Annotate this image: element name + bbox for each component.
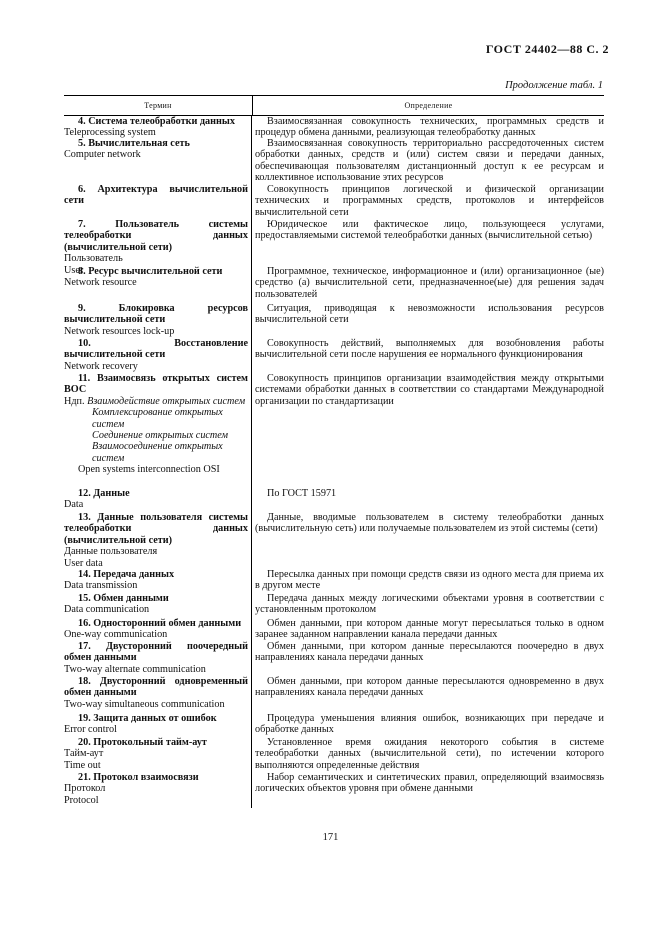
term-equivalent: User — [64, 264, 84, 276]
table-row — [64, 772, 604, 808]
term-title: 10. Восстановление вычислительной сети — [64, 338, 248, 361]
term-title: 5. Вычислительная сеть — [78, 138, 190, 149]
definition-cell — [252, 116, 604, 138]
definition-cell — [252, 737, 604, 772]
term-cell — [64, 676, 252, 713]
term-title: 12. Данные — [78, 488, 130, 499]
nonpreferred-term: Взаимосоединение открытых систем — [92, 441, 223, 464]
definition-text: Процедура уменьшения влияния ошибок, возникающих при передаче и обработке данных — [255, 713, 604, 736]
term-equivalent: Протокол — [64, 783, 106, 795]
definition-text: По ГОСТ 15971 — [267, 488, 337, 499]
definition-cell — [252, 373, 604, 488]
term-cell — [64, 569, 252, 593]
definition-cell — [252, 138, 604, 184]
definition-cell — [252, 338, 604, 373]
definition-cell — [252, 266, 604, 303]
term-equivalent: Teleprocessing system — [64, 127, 156, 139]
definition-text: Данные, вводимые пользователем в систему телеобработки данных (вычислительную сеть) или получаемые пользователем из этой системы (сети) — [255, 512, 604, 535]
nonpreferred-label: Ндп. — [64, 395, 88, 407]
definition-text: Совокупность принципов логической и физической организации технических и программных средств, протоколов и интерфейсов вычислительной сети — [255, 184, 604, 218]
definition-cell — [252, 512, 604, 569]
table-row — [64, 676, 604, 713]
term-equivalent: Network recovery — [64, 360, 138, 372]
table-row — [64, 569, 604, 593]
term-cell — [64, 373, 252, 488]
table-row — [64, 713, 604, 737]
definition-cell — [252, 676, 604, 713]
definition-cell — [252, 641, 604, 676]
definition-text: Обмен данными, при котором данные могут пересылаться только в одном заранее заданном направлении канала передачи данных — [255, 618, 604, 641]
term-title: 21. Протокол взаимосвязи — [78, 772, 199, 783]
definition-text: Передача данных между логическими объектами уровня в соответствии с установленным протоколом — [255, 593, 604, 616]
term-equivalent: Two-way alternate communication — [64, 663, 206, 675]
table-row — [64, 512, 604, 569]
table-row — [64, 184, 604, 219]
term-title: 13. Данные пользователя системы телеобработки данных (вычислительной сети) — [64, 512, 248, 546]
table-row — [64, 593, 604, 618]
term-cell — [64, 116, 252, 138]
document-header: ГОСТ 24402—88 С. 2 — [485, 42, 609, 56]
term-title: 14. Передача данных — [78, 569, 175, 580]
term-cell — [64, 713, 252, 737]
table-row — [64, 303, 604, 338]
terms-table — [64, 95, 604, 808]
term-cell — [64, 512, 252, 569]
term-title: 11. Взаимосвязь открытых систем ВОС — [64, 373, 248, 396]
definition-cell — [252, 219, 604, 266]
term-title: 6. Архитектура вычислительной сети — [64, 184, 248, 207]
term-title: 7. Пользователь системы телеобработки данных (вычислительной сети) — [64, 219, 248, 253]
table-row — [64, 266, 604, 303]
definition-text: Программное, техническое, информационное и (или) организационное (ые) средство (а) вычислительной сети, предназначенное(ые) для решения задач пользователей — [255, 266, 604, 300]
table-row — [64, 116, 604, 138]
definition-cell — [252, 569, 604, 593]
table-header — [64, 95, 604, 116]
term-equivalent: Data communication — [64, 604, 150, 616]
term-cell — [64, 303, 252, 338]
table-row — [64, 737, 604, 772]
definition-text: Совокупность действий, выполняемых для возобновления работы вычислительной сети после нарушения ее нормального функционирования — [255, 338, 604, 361]
definition-cell — [252, 303, 604, 338]
term-cell — [64, 593, 252, 618]
table-row — [64, 138, 604, 184]
term-equivalent: Open systems interconnection OSI — [78, 464, 220, 476]
term-cell — [64, 266, 252, 303]
definition-cell — [252, 488, 604, 512]
column-header-term: Термин — [64, 96, 253, 115]
definition-text: Совокупность принципов организации взаимодействия между открытыми системами обработки данных в соответствии со стандартами Международной организации по стандартизации — [255, 373, 604, 407]
term-title: 17. Двусторонний поочередный обмен данными — [64, 641, 248, 664]
term-title: 20. Протокольный тайм-аут — [78, 737, 207, 748]
definition-cell — [252, 184, 604, 219]
table-continuation-label: Продолжение табл. 1 — [505, 80, 603, 91]
nonpreferred-term — [64, 396, 248, 407]
term-cell — [64, 338, 252, 373]
table-row — [64, 618, 604, 641]
term-equivalent: Network resources lock-up — [64, 325, 175, 337]
term-title: 4. Система телеобработки данных — [78, 116, 235, 127]
term-equivalent: Two-way simultaneous communication — [64, 698, 225, 710]
term-equivalent: Network resource — [64, 277, 137, 289]
definition-text: Набор семантических и синтетических правил, определяющий взаимосвязь логических объектов уровня при обмене данными — [255, 772, 604, 795]
table-row — [64, 373, 604, 488]
term-title: 15. Обмен данными — [78, 593, 169, 604]
term-equivalent: Time out — [64, 759, 101, 771]
definition-cell — [252, 618, 604, 641]
term-equivalent: Protocol — [64, 794, 99, 806]
definition-text: Взаимосвязанная совокупность технических, программных средств и процедур обмена данными, реализующая телеобработку данных — [255, 116, 604, 139]
nonpreferred-term: Соединение открытых систем — [92, 430, 229, 442]
definition-text: Обмен данными, при котором данные пересылаются поочередно в двух направлениях канала передачи данных — [255, 641, 604, 664]
term-cell — [64, 737, 252, 772]
definition-text: Обмен данными, при котором данные пересылаются одновременно в двух направлениях канала передачи данных — [255, 676, 604, 699]
definition-text: Взаимосвязанная совокупность территориально рассредоточенных систем обработки данных, средств и (или) систем связи и передачи данных, обеспечивающая пользователям дистанционный доступ к ее ресурсам и коллективное использование этих ресурсов — [255, 138, 604, 184]
term-equivalent: Error control — [64, 724, 117, 736]
term-cell — [64, 618, 252, 641]
term-title: 8. Ресурс вычислительной сети — [78, 266, 223, 277]
term-equivalent: User data — [64, 557, 103, 569]
nonpreferred-term: Комплексирование открытых систем — [92, 407, 223, 430]
table-body — [64, 116, 604, 808]
term-cell — [64, 138, 252, 184]
definition-text: Пересылка данных при помощи средств связи из одного места для приема их в другом месте — [255, 569, 604, 592]
table-row — [64, 488, 604, 512]
definition-text: Установленное время ожидания некоторого события в системе телеобработки данных (вычислительной сети), по истечении которого выполняются определенные действия — [255, 737, 604, 771]
term-cell — [64, 641, 252, 676]
definition-text: Ситуация, приводящая к невозможности использования ресурсов вычислительной сети — [255, 303, 604, 326]
term-equivalent: Computer network — [64, 149, 141, 161]
term-equivalent: Data — [64, 499, 84, 511]
column-header-definition: Определение — [404, 100, 453, 110]
term-equivalent: One-way communication — [64, 629, 168, 641]
nonpreferred-term-text: Взаимодействие открытых систем — [87, 395, 246, 407]
term-equivalent: Пользователь — [64, 253, 123, 265]
term-title: 18. Двусторонний одновременный обмен данными — [64, 676, 248, 699]
term-title: 9. Блокировка ресурсов вычислительной сети — [64, 303, 248, 326]
table-row — [64, 641, 604, 676]
term-cell — [64, 184, 252, 219]
term-equivalent: Data transmission — [64, 580, 138, 592]
definition-text: Юридическое или фактическое лицо, пользующееся услугами, предоставляемыми системой телеобработки данных (вычислительной сетью) — [255, 219, 604, 242]
page-number: 171 — [322, 832, 339, 843]
definition-cell — [252, 713, 604, 737]
term-title: 19. Защита данных от ошибок — [78, 713, 217, 724]
term-cell — [64, 772, 252, 808]
term-equivalent: Данные пользователя — [64, 546, 158, 558]
term-title: 16. Односторонний обмен данными — [78, 618, 242, 629]
definition-cell — [252, 593, 604, 618]
term-cell — [64, 488, 252, 512]
term-equivalent: Тайм-аут — [64, 748, 104, 760]
table-row — [64, 338, 604, 373]
definition-cell — [252, 772, 604, 808]
